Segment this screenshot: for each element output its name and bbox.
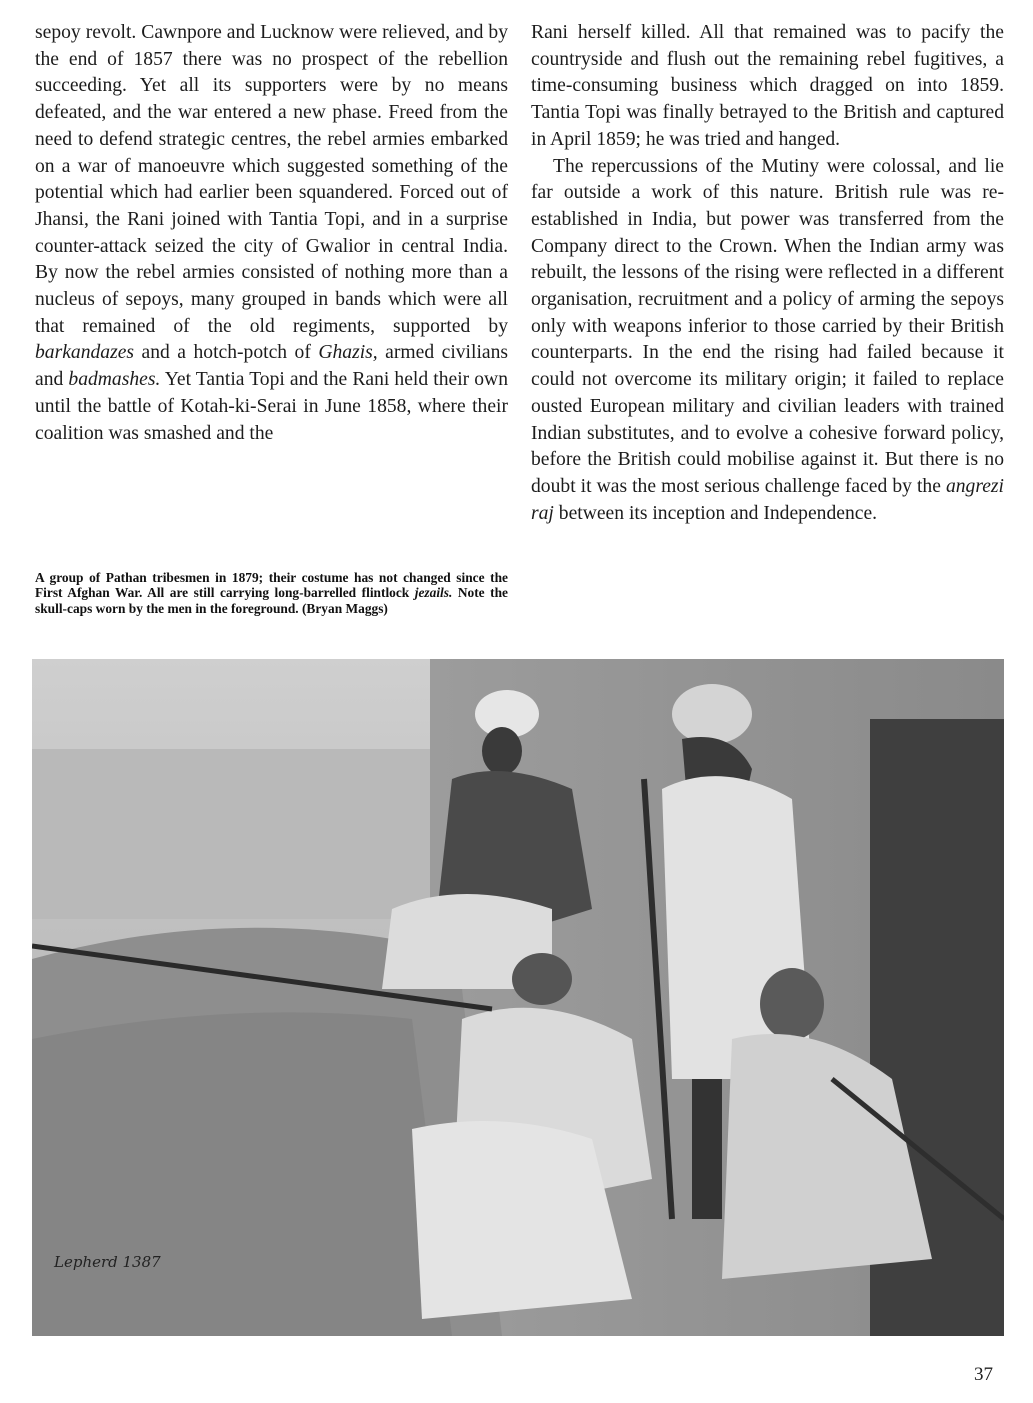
left-text-column (35, 20, 508, 447)
left-paragraph: sepoy revolt. Cawnpore and Lucknow were relieved, and by the end of 1857 there was no prospect of the rebellion succeeding. Yet all its supporters were by no means defeated, and the war entered a new phase. Freed from the need to defend strategic centres, the rebel armies embarked on a war of manoeuvre which suggested something of the potential which had earlier been squandered. Forced out of Jhansi, the Rani joined with Tantia Topi, and in a surprise counter-attack seized the city of Gwalior in central India. By now the rebel armies consisted of nothing more than a nucleus of sepoys, many grouped in bands which were all that remained of the old regiments, supported by barkandazes and a hotch-potch of Ghazis, armed civilians and badmashes. Yet Tantia Topi and the Rani held their own until the battle of Kotah-ki-Serai in June 1858, where their coalition was smashed and the (35, 22, 509, 444)
photo-distant-landscape (32, 749, 452, 919)
photo-caption: A group of Pathan tribesmen in 1879; their costume has not changed since the First Afghan War. All are still carrying long-barrelled flintlock jezails. Note the skull-caps worn by the men in the foreground. (Bryan Maggs) (35, 570, 508, 616)
photo-illustration (32, 659, 1004, 1336)
term-barkandazes: barkandazes (35, 342, 135, 364)
term-angrezi-raj: angrezi raj (531, 475, 1004, 524)
right-text-column (531, 20, 1004, 527)
right-paragraph-2: The repercussions of the Mutiny were colossal, and lie far outside a work of this nature. British rule was re-established in India, but power was transferred from the Company direct to the Crown. When the Indian army was rebuilt, the lessons of the rising were reflected in a different organisation, recruitment and a policy of arming the sepoys only with weapons inferior to those carried by their British counterparts. In the end the rising had failed because it could not overcome its military origin; it failed to replace ousted European military and civilian leaders with trained Indian substitutes, and to evolve a cohesive forward policy, before the British could mobilise against it. But there is no doubt it was the most serious challenge faced by the angrezi raj between its inception and Independence. (531, 155, 1004, 524)
photo-photographer-signature: Lepherd 1387 (54, 1253, 161, 1271)
term-jezails: jezails. (414, 585, 453, 601)
pathan-tribesmen-photograph (32, 659, 1004, 1336)
right-paragraph-1: Rani herself killed. All that remained was to pacify the countryside and flush out the remaining rebel fugitives, a time-consuming business which dragged on into 1859. Tantia Topi was finally betrayed to the British and captured in April 1859; he was tried and hanged. (531, 22, 1004, 150)
term-ghazis: Ghazis, (318, 342, 378, 364)
page-number: 37 (974, 1364, 993, 1385)
photo-parapet-shadow (32, 1012, 452, 1336)
term-badmashes: badmashes. (68, 369, 161, 391)
